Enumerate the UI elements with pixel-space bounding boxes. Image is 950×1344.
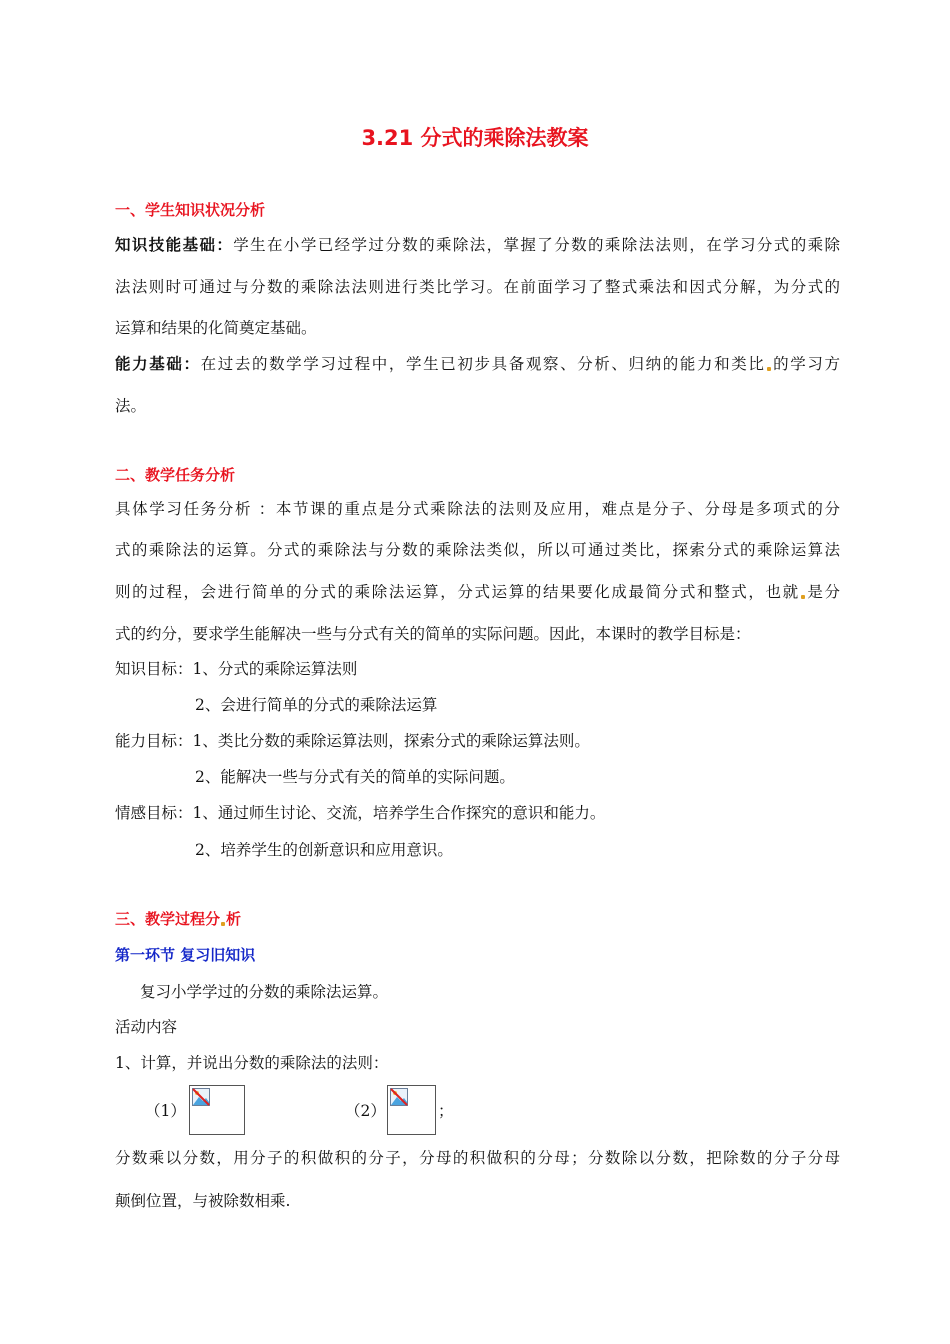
step1-heading: 第一环节 复习旧知识 xyxy=(115,946,256,964)
document-title: 3.21 分式的乘除法教案 xyxy=(361,126,589,150)
edit-mark-icon xyxy=(221,922,225,926)
knowledge-paragraph-line1 xyxy=(115,233,840,257)
goal-ability-1: 能力目标：1、类比分数的乘除运算法则，探索分式的乘除运算法则。 xyxy=(115,732,590,750)
task-text-2: 式的乘除法的运算。分式的乘除法与分数的乘除法类似，所以可通过类比，探索分式的乘除运算法 xyxy=(115,541,840,559)
task-text-3a: 则的过程，会进行简单的分式的乘除法运算，分式运算的结果要化成最简分式和整式，也就 xyxy=(115,583,800,601)
broken-image-icon xyxy=(390,1088,408,1106)
formula-image-2 xyxy=(387,1085,436,1135)
section3-heading-b: 析 xyxy=(226,910,242,928)
item2-suffix: ； xyxy=(438,1102,454,1120)
activity-label: 活动内容 xyxy=(115,1018,178,1036)
rule-text-2: 颠倒位置，与被除数相乘. xyxy=(115,1192,291,1210)
section2-heading: 二、教学任务分析 xyxy=(115,466,236,484)
task-text-1: 具体学习任务分析 ：本节课的重点是分式乘除法的法则及应用，难点是分子、分母是多项式的分 xyxy=(115,500,840,518)
section3-heading xyxy=(115,907,840,931)
knowledge-text-3: 运算和结果的化简奠定基础。 xyxy=(115,319,317,337)
ability-text-2: 法。 xyxy=(115,397,147,415)
section1-heading: 一、学生知识状况分析 xyxy=(115,201,266,219)
edit-mark-icon xyxy=(767,367,771,371)
ability-label: 能力基础： xyxy=(115,355,201,373)
section3-heading-a: 三、教学过程分 xyxy=(115,910,221,928)
edit-mark-icon xyxy=(801,595,805,599)
item2-label: （2） xyxy=(345,1102,386,1120)
goal-ability-2: 2、能解决一些与分式有关的简单的实际问题。 xyxy=(195,768,515,786)
task-text-3b: 是分 xyxy=(805,583,840,601)
task-text-4: 式的约分，要求学生能解决一些与分式有关的简单的实际问题。因此，本课时的教学目标是： xyxy=(115,625,751,643)
item1-label: （1） xyxy=(145,1102,186,1120)
review-text: 复习小学学过的分数的乘除法运算。 xyxy=(140,983,389,1001)
knowledge-label: 知识技能基础： xyxy=(115,236,234,254)
goal-emotion-2: 2、培养学生的创新意识和应用意识。 xyxy=(195,841,453,859)
task-paragraph-line3 xyxy=(115,580,840,604)
goal-knowledge-2: 2、会进行简单的分式的乘除法运算 xyxy=(195,696,438,714)
rule-text-1: 分数乘以分数，用分子的积做积的分子，分母的积做积的分母；分数除以分数，把除数的分子分母 xyxy=(115,1149,840,1167)
knowledge-text-1: 学生在小学已经学过分数的乘除法，掌握了分数的乘除法法则，在学习分式的乘除 xyxy=(233,236,840,254)
formula-image-1 xyxy=(189,1085,245,1135)
goal-emotion-1: 情感目标：1、通过师生讨论、交流，培养学生合作探究的意识和能力。 xyxy=(115,804,606,822)
ability-text-1b: 的学习方 xyxy=(771,355,840,373)
task1-text: 1、计算，并说出分数的乘除法的法则： xyxy=(115,1054,389,1072)
ability-paragraph-line1 xyxy=(115,352,840,376)
ability-text-1a: 在过去的数学学习过程中，学生已初步具备观察、分析、归纳的能力和类比 xyxy=(200,355,766,373)
goal-knowledge-1: 知识目标：1、分式的乘除运算法则 xyxy=(115,660,358,678)
broken-image-icon xyxy=(192,1088,210,1106)
knowledge-text-2: 法法则时可通过与分数的乘除法法则进行类比学习。在前面学习了整式乘法和因式分解，为分式的 xyxy=(115,278,840,296)
